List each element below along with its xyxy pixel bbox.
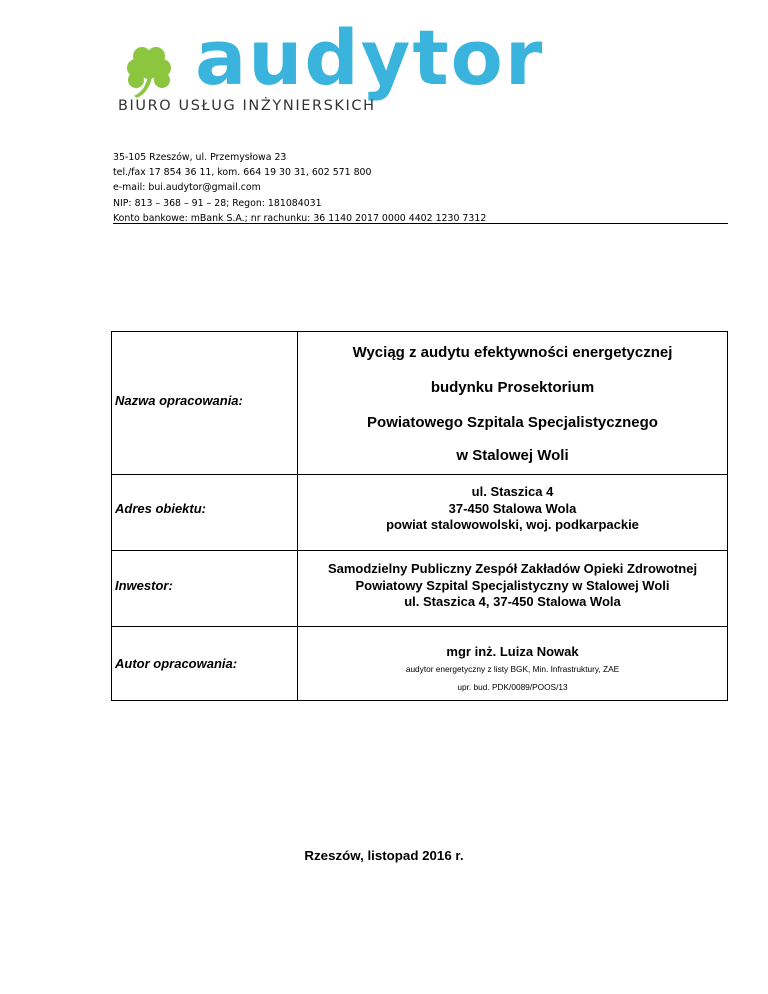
- title-line: budynku Prosektorium: [430, 379, 595, 396]
- header-divider: [113, 223, 728, 224]
- author-role: audytor energetyczny z listy BGK, Min. Infrastruktury, ZAE: [405, 664, 620, 674]
- table-row-divider: [112, 474, 727, 475]
- label-author: Autor opracowania:: [115, 656, 238, 671]
- contact-email: e-mail: bui.audytor@gmail.com: [113, 182, 261, 194]
- address-line: 37-450 Stalowa Wola: [448, 500, 577, 516]
- table-row-divider: [112, 626, 727, 627]
- object-address: [298, 484, 727, 534]
- info-table: [111, 331, 728, 701]
- logo-subtitle: BIURO USŁUG INŻYNIERSKICH: [118, 98, 376, 114]
- title-line: Wyciąg z audytu efektywności energetycznej: [352, 344, 673, 361]
- title-line: w Stalowej Woli: [456, 447, 569, 464]
- contact-phone: tel./fax 17 854 36 11, kom. 664 19 30 31, 602 571 800: [113, 167, 372, 179]
- label-title: Nazwa opracowania:: [115, 393, 243, 408]
- company-logo: [115, 13, 735, 118]
- contact-address: 35-105 Rzeszów, ul. Przemysłowa 23: [113, 152, 287, 163]
- contact-block: [113, 150, 486, 226]
- contact-ids: NIP: 813 – 368 – 91 – 28; Regon: 181084031: [113, 197, 322, 209]
- title-line: Powiatowego Szpitala Specjalistycznego: [367, 414, 658, 431]
- table-row-divider: [112, 550, 727, 551]
- author-license: upr. bud. PDK/0089/POOS/13: [457, 682, 568, 692]
- clover-icon: [120, 40, 178, 98]
- investor-info: [298, 561, 727, 611]
- address-line: ul. Staszica 4: [471, 484, 554, 499]
- author-name: mgr inż. Luiza Nowak: [446, 644, 579, 659]
- author-info: [298, 644, 727, 693]
- place-and-date: Rzeszów, listopad 2016 r.: [304, 848, 464, 863]
- investor-line: Samodzielny Publiczny Zespół Zakładów Opieki Zdrowotnej: [327, 561, 698, 576]
- investor-line: ul. Staszica 4, 37-450 Stalowa Wola: [404, 594, 621, 609]
- investor-line: Powiatowy Szpital Specjalistyczny w Stalowej Woli: [355, 577, 670, 593]
- address-line: powiat stalowowolski, woj. podkarpackie: [386, 517, 639, 532]
- label-address: Adres obiektu:: [115, 501, 207, 516]
- document-title: [298, 332, 727, 474]
- label-investor: Inwestor:: [115, 578, 173, 593]
- contact-bank: Konto bankowe: mBank S.A.; nr rachunku: 36 1140 2017 0000 4402 1230 7312: [113, 212, 487, 224]
- logo-brand: audytor: [195, 13, 545, 102]
